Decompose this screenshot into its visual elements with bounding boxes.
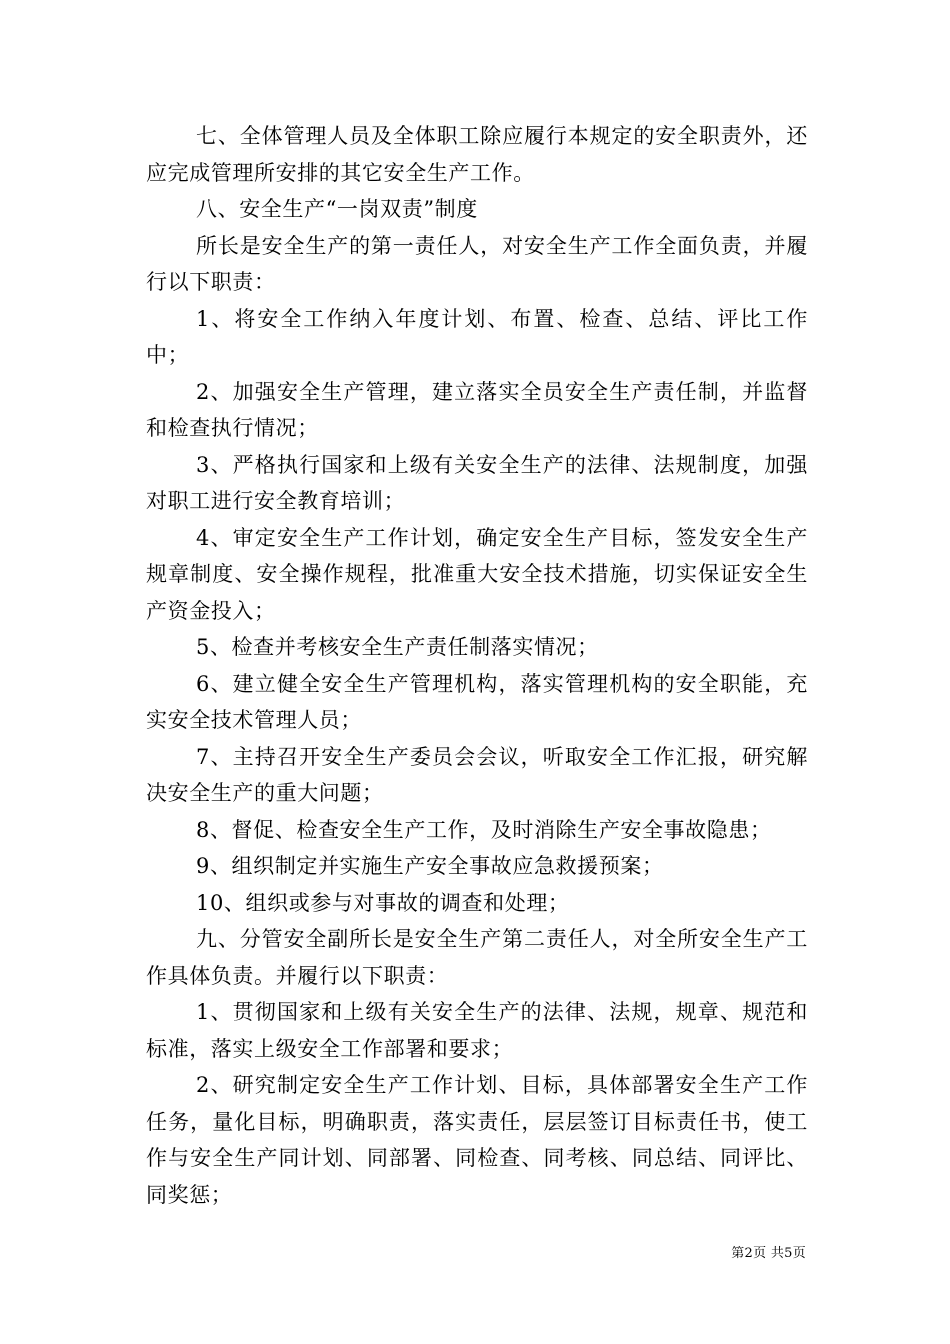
page-number-footer: 第2页 共5页 [731,1246,806,1261]
list-item: 10、组织或参与对事故的调查和处理； [196,890,570,915]
list-item: 3、严格执行国家和上级有关安全生产的法律、法规制度，加强对职工进行安全教育培训； [146,452,808,513]
paragraph-item-9: 九、分管安全副所长是安全生产第二责任人，对全所安全生产工作具体负责。并履行以下职责： [146,927,808,988]
list-item: 4、审定安全生产工作计划，确定安全生产目标，签发安全生产规章制度、安全操作规程，批准重大安全技术措施，切实保证安全生产资金投入； [146,525,808,623]
list-item: 5、检查并考核安全生产责任制落实情况； [196,635,599,659]
paragraph-item-7: 七、全体管理人员及全体职工除应履行本规定的安全职责外，还应完成管理所安排的其它安全生产工作。 [146,124,808,185]
document-body [146,118,808,1213]
list-item: 1、将安全工作纳入年度计划、布置、检查、总结、评比工作中； [146,306,808,367]
list-item: 7、主持召开安全生产委员会会议，听取安全工作汇报，研究解决安全生产的重大问题； [146,744,808,805]
list-item: 2、加强安全生产管理，建立落实全员安全生产责任制，并监督和检查执行情况； [146,379,808,440]
section-heading-one-post-two-duties: 八、安全生产“一岗双责”制度 [196,197,478,221]
list-item: 2、研究制定安全生产工作计划、目标，具体部署安全生产工作任务，量化目标，明确职责，落实责任，层层签订目标责任书，使工作与安全生产同计划、同部署、同检查、同考核、同总结、同评比、同奖惩； [146,1073,808,1207]
list-item: 6、建立健全安全生产管理机构，落实管理机构的安全职能，充实安全技术管理人员； [146,671,808,732]
paragraph-director-duties-intro: 所长是安全生产的第一责任人，对安全生产工作全面负责，并履行以下职责： [146,233,808,294]
list-item: 1、贯彻国家和上级有关安全生产的法律、法规，规章、规范和标准，落实上级安全工作部署和要求； [146,1000,808,1061]
list-item: 9、组织制定并实施生产安全事故应急救援预案； [196,854,664,878]
list-item: 8、督促、检查安全生产工作，及时消除生产安全事故隐患； [196,817,772,842]
